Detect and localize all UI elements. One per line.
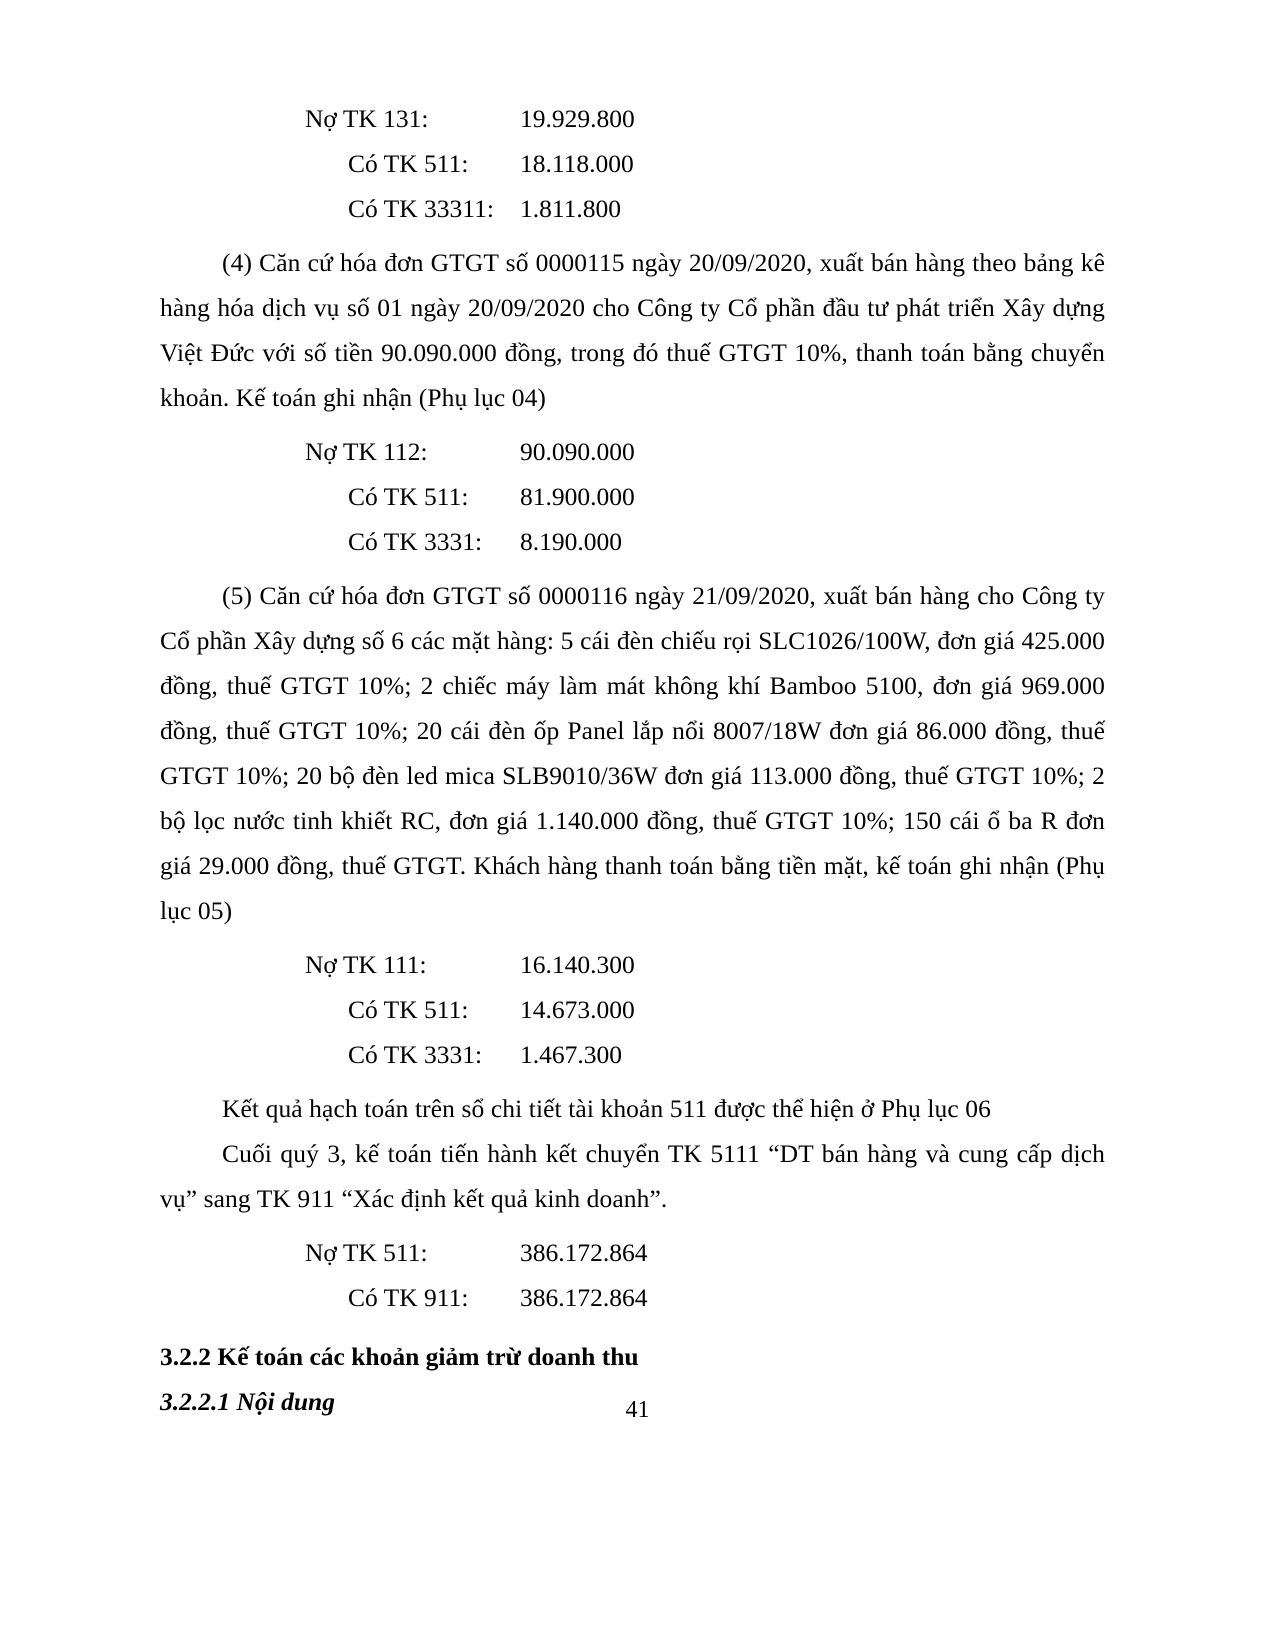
page-content — [160, 96, 1105, 1424]
journal-entry-line — [160, 186, 1105, 231]
paragraph-quarter-close: Cuối quý 3, kế toán tiến hành kết chuyển TK 5111 “DT bán hàng và cung cấp dịch vụ” sang TK 911 “Xác định kết quả kinh doanh”. — [160, 1139, 1105, 1213]
entry-amount: 90.090.000 — [520, 437, 635, 466]
journal-entry-block-1 — [160, 96, 1105, 231]
entry-label: Nợ TK 131: — [305, 104, 429, 133]
entry-label: Nợ TK 112: — [305, 437, 428, 466]
entry-amount: 1.811.800 — [520, 194, 622, 223]
journal-entry-block-3 — [160, 942, 1105, 1077]
spacer — [160, 1320, 1105, 1334]
entry-amount: 1.467.300 — [520, 1040, 622, 1069]
spacer — [160, 1221, 1105, 1230]
entry-amount: 81.900.000 — [520, 482, 635, 511]
paragraph-item-5: (5) Căn cứ hóa đơn GTGT số 0000116 ngày 21/09/2020, xuất bán hàng cho Công ty Cổ phần Xây dựng số 6 các mặt hàng: 5 cái đèn chiếu rọi SLC1026/100W, đơn giá 425.000 đồng, thuế GTGT 10%; 2 chiếc máy làm mát không khí Bamboo 5100, đơn giá 969.000 đồng, thuế GTGT 10%; 20 cái đèn ốp Panel lắp nổi 8007/18W đơn giá 86.000 đồng, thuế GTGT 10%; 20 bộ đèn led mica SLB9010/36W đơn giá 113.000 đồng, thuế GTGT 10%; 2 bộ lọc nước tinh khiết RC, đơn giá 1.140.000 đồng, thuế GTGT 10%; 150 cái ổ ba R đơn giá 29.000 đồng, thuế GTGT. Khách hàng thanh toán bằng tiền mặt, kế toán ghi nhận (Phụ lục 05) — [160, 581, 1105, 925]
journal-entry-line — [160, 987, 1105, 1032]
paragraph-item-4: (4) Căn cứ hóa đơn GTGT số 0000115 ngày 20/09/2020, xuất bán hàng theo bảng kê hàng hóa dịch vụ số 01 ngày 20/09/2020 cho Công ty Cổ phần đầu tư phát triển Xây dựng Việt Đức với số tiền 90.090.000 đồng, trong đó thuế GTGT 10%, thanh toán bằng chuyển khoản. Kế toán ghi nhận (Phụ lục 04) — [160, 248, 1105, 412]
spacer — [160, 420, 1105, 429]
entry-label: Có TK 3331: — [348, 527, 483, 556]
journal-entry-line — [160, 1032, 1105, 1077]
spacer — [160, 933, 1105, 942]
spacer — [160, 231, 1105, 240]
entry-amount: 19.929.800 — [520, 104, 635, 133]
entry-label: Có TK 33311: — [348, 194, 494, 223]
journal-entry-line — [160, 1230, 1105, 1275]
spacer — [160, 564, 1105, 573]
entry-amount: 8.190.000 — [520, 527, 622, 556]
journal-entry-line — [160, 96, 1105, 141]
page-number: 41 — [625, 1397, 650, 1423]
spacer — [160, 1077, 1105, 1086]
entry-label: Nợ TK 111: — [305, 950, 427, 979]
entry-amount: 386.172.864 — [520, 1238, 648, 1267]
journal-entry-line — [160, 1275, 1105, 1320]
journal-entry-line — [160, 429, 1105, 474]
section-heading-3-2-2-1: 3.2.2.1 Nội dung — [160, 1387, 335, 1416]
journal-entry-line — [160, 519, 1105, 564]
entry-label: Có TK 511: — [348, 482, 469, 511]
entry-label: Có TK 511: — [348, 149, 469, 178]
journal-entry-block-4 — [160, 1230, 1105, 1320]
entry-amount: 14.673.000 — [520, 995, 635, 1024]
section-heading-3-2-2: 3.2.2 Kế toán các khoản giảm trừ doanh thu — [160, 1342, 639, 1371]
journal-entry-line — [160, 942, 1105, 987]
journal-entry-line — [160, 141, 1105, 186]
journal-entry-line — [160, 474, 1105, 519]
entry-label: Nợ TK 511: — [305, 1238, 428, 1267]
journal-entry-block-2 — [160, 429, 1105, 564]
paragraph-appendix-06: Kết quả hạch toán trên sổ chi tiết tài khoản 511 được thể hiện ở Phụ lục 06 — [222, 1094, 991, 1123]
entry-label: Có TK 3331: — [348, 1040, 483, 1069]
entry-label: Có TK 511: — [348, 995, 469, 1024]
entry-amount: 16.140.300 — [520, 950, 635, 979]
entry-label: Có TK 911: — [348, 1283, 469, 1312]
entry-amount: 18.118.000 — [520, 149, 634, 178]
entry-amount: 386.172.864 — [520, 1283, 648, 1312]
